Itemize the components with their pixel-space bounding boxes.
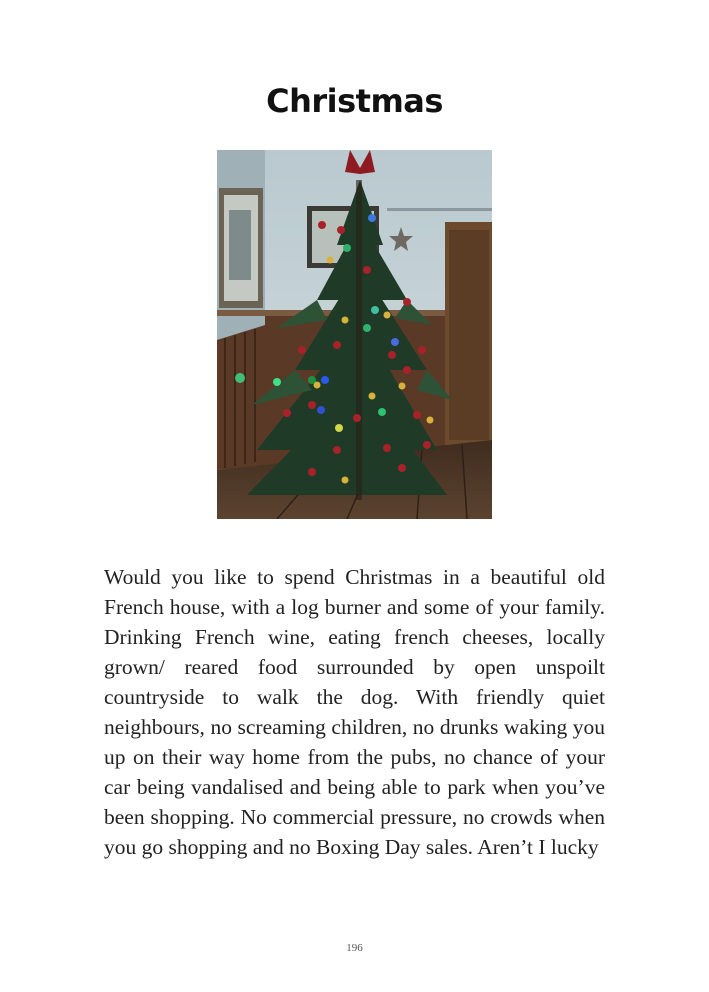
page-title: Christmas	[266, 82, 443, 120]
christmas-tree-photo	[217, 150, 492, 519]
body-paragraph: Would you like to spend Christmas in a beautiful old French house, with a log burner and some of your family. Drinking French wine, eating french cheeses, locally grown/ reared food surrounded by open unspoilt countryside to walk the dog. With friendly quiet neighbours, no screaming children, no drunks waking you up on their way home from the pubs, no chance of your car being vandalised and being able to park when you’ve been shopping. No commercial pressure, no crowds when you go shopping and no Boxing Day sales. Aren’t I lucky	[104, 565, 605, 859]
page-number: 196	[346, 942, 363, 954]
